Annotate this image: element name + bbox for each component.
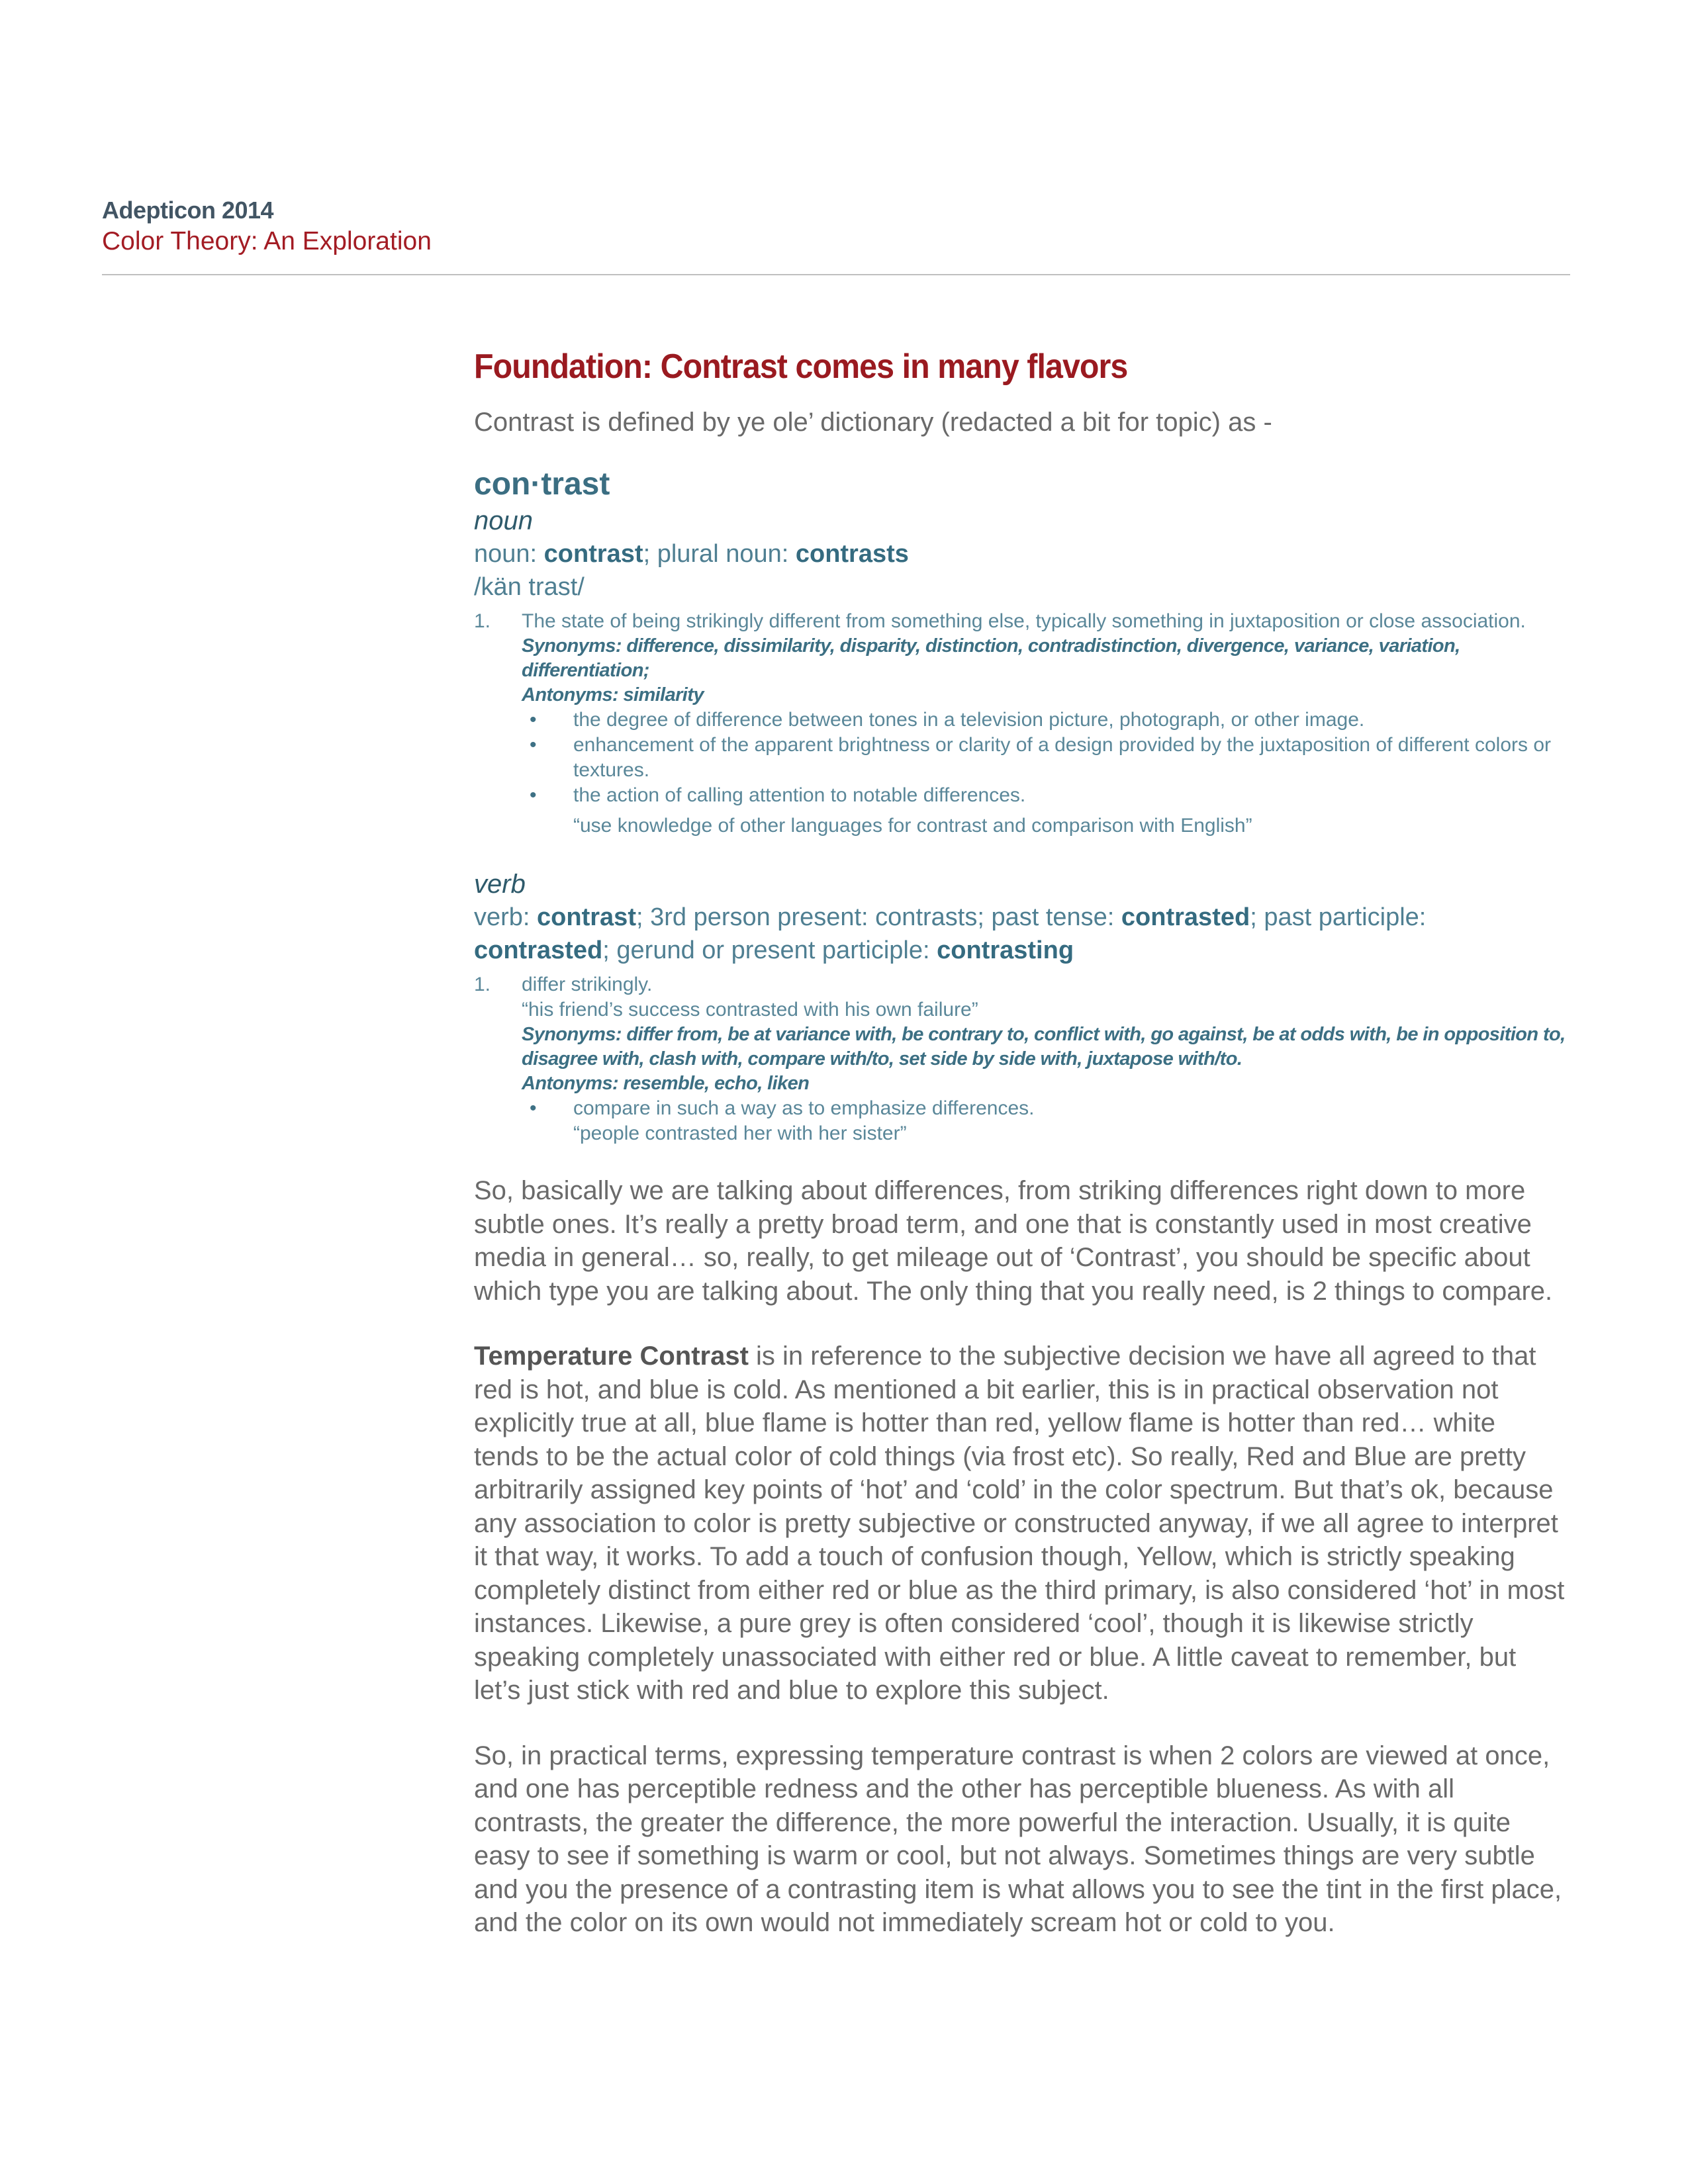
bullet-icon: • [530,1097,537,1119]
subsenses [522,707,1566,839]
section-title: Foundation: Contrast comes in many flavors [474,347,1128,386]
synonyms: Synonyms: differ from, be at variance with, be contrary to, conflict with, go against, be at odds with, be in opposition to, disagree with, clash with, compare with/to, set side by side with, juxtapose with/to. [522,1024,1566,1069]
pronunciation: /kän trast/ [474,573,585,601]
noun-block [474,504,1566,839]
subsense-item: • compare in such a way as to emphasize differences. “people contrasted her with her sister” [522,1096,1566,1146]
dictionary-entry [474,465,1566,1146]
usage-example: “people contrasted her with her sister” [573,1122,907,1144]
header-divider [102,274,1570,275]
part-of-speech-noun: noun [474,506,533,535]
body-paragraph: So, basically we are talking about differences, from striking differences right down to more subtle ones. It’s really a pretty broad term, and one that is constantly used in most creative media in general… so, really, to get mileage out of ‘Contrast’, you should be specific about which type you are talking about. The only thing that you really need, is 2 things to compare. [474,1176,1553,1306]
body-paragraph: Temperature Contrast is in reference to the subjective decision we have all agreed to that red is hot, and blue is cold. As mentioned a bit earlier, this is in practical observation not explicitly true at all, blue flame is hotter than red, yellow flame is hotter than red… white tends to be the actual color of cold things (via frost etc). So really, Red and Blue are pretty arbitrarily assigned key points of ‘hot’ and ‘cold’ in the color spectrum. But that’s ok, because any association to color is pretty subjective or constructed anyway, if we all agree to interpret it that way, it works. To add a touch of confusion though, Yellow, which is strictly speaking completely distinct from either red or blue as the third primary, is also considered ‘hot’ in most instances. Likewise, a pure grey is often considered ‘cool’, though it is likewise strictly speaking completely unassociated with either red or blue. A little caveat to remember, but let’s just stick with red and blue to explore this subject. [474,1342,1565,1705]
sense-item [474,972,1566,1146]
page-header [102,196,1570,258]
sense-number: 1. [474,974,491,995]
bullet-icon: • [530,734,537,756]
verb-block [474,868,1566,1146]
noun-forms: noun: contrast; plural noun: contrasts [474,540,909,568]
sense-item [474,609,1566,839]
synonyms: Synonyms: difference, dissimilarity, disparity, distinction, contradistinction, divergence, variance, variation, differentiation; [522,635,1460,681]
bullet-icon: • [530,709,537,731]
subsenses [522,1096,1566,1146]
verb-senses [474,972,1566,1146]
subsense-item: • the degree of difference between tones in a television picture, photograph, or other image. [522,707,1566,733]
subsense-item: • enhancement of the apparent brightness or clarity of a design provided by the juxtaposition of different colors or textures. [530,734,1552,781]
intro-text: Contrast is defined by ye ole’ dictionary (redacted a bit for topic) as - [474,408,1272,437]
body-paragraph: So, in practical terms, expressing temperature contrast is when 2 colors are viewed at once, and one has perceptible redness and the other has perceptible blueness. As with all contrasts, the greater the difference, the more powerful the interaction. Usually, it is quite easy to see if something is warm or cool, but not always. Sometimes things are very subtle and you the presence of a contrasting item is what allows you to see the tint in the first place, and the color on its own would not immediately scream hot or cold to you. [474,1741,1562,1937]
sense-definition: differ strikingly. [522,974,653,995]
part-of-speech-verb: verb [474,870,526,899]
main-content [474,341,1566,1940]
document-subtitle: Color Theory: An Exploration [102,227,432,255]
sense-number: 1. [474,610,491,632]
sense-definition: The state of being strikingly different from something else, typically something in juxtaposition or close association. [522,610,1526,632]
term-temperature-contrast: Temperature Contrast [474,1342,749,1371]
subsense-item: • the action of calling attention to notable differences. “use knowledge of other languages for contrast and comparison with English” [522,783,1566,839]
antonyms: Antonyms: similarity [522,684,704,705]
usage-example: “his friend’s success contrasted with his own failure” [522,999,978,1021]
antonyms: Antonyms: resemble, echo, liken [522,1073,810,1094]
event-title: Adepticon 2014 [102,197,274,224]
verb-forms: verb: contrast; 3rd person present: contrasts; past tense: contrasted; past participle: contrasted; gerund or present participle: contrasting [474,903,1427,964]
bullet-icon: • [530,784,537,806]
noun-senses [474,609,1566,839]
usage-example: “use knowledge of other languages for contrast and comparison with English” [573,815,1252,837]
headword: con·trast [474,467,610,502]
